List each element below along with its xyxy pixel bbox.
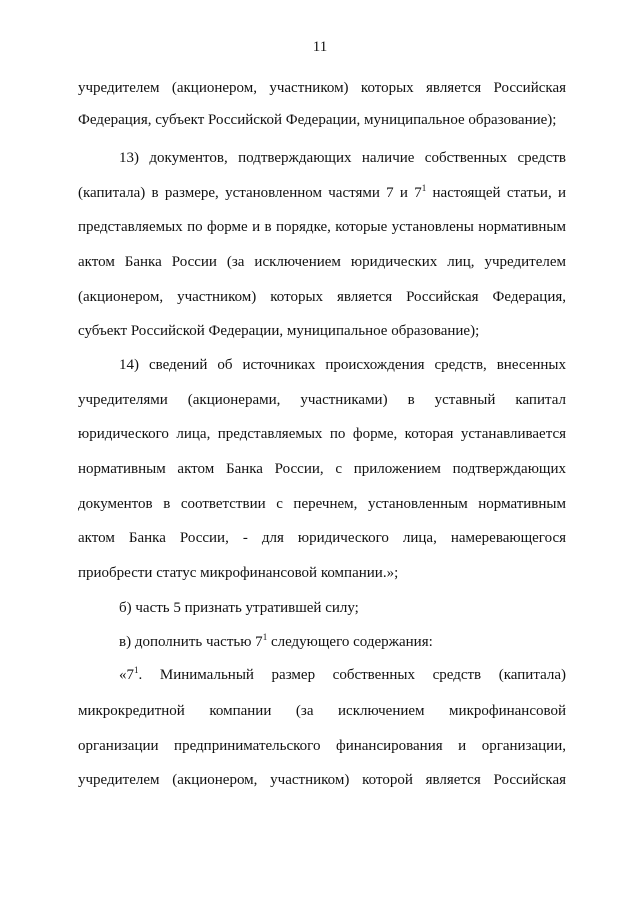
text-line: документов в соответствии с перечнем, установленным нормативным [78, 496, 566, 512]
text-segment: следующего содержания: [270, 634, 433, 650]
text-segment: . Минимальный размер собственных средств (капитала) [138, 667, 566, 683]
text-line: нормативным актом Банка России, с приложением подтверждающих [78, 461, 566, 477]
text-line: (акционером, участником) которых является Российская Федерация, [78, 289, 566, 305]
text-line: актом Банка России, - для юридического лица, намеревающегося [78, 530, 566, 546]
text-line: микрокредитной компании (за исключением микрофинансовой [78, 703, 566, 719]
text-line: субъект Российской Федерации, муниципальное образование); [78, 323, 480, 339]
page-number: 11 [312, 39, 328, 55]
superscript: 1 [262, 632, 268, 642]
text-line [119, 632, 566, 652]
text-line [78, 183, 566, 203]
text-segment: настоящей статьи, и [432, 185, 567, 201]
text-line [119, 665, 566, 685]
text-line: представляемых по форме и в порядке, которые установлены нормативным [78, 219, 566, 235]
text-line: Федерация, субъект Российской Федерации, муниципальное образование); [78, 112, 557, 128]
text-line: организации предпринимательского финансирования и организации, [78, 738, 566, 754]
text-line: б) часть 5 признать утратившей силу; [119, 600, 359, 616]
text-segment: (капитала) в размере, установленном частями 7 и 7 [78, 185, 422, 201]
text-line: учредителем (акционером, участником) которой является Российская [78, 772, 566, 788]
text-line: актом Банка России (за исключением юридических лиц, учредителем [78, 254, 566, 270]
text-line: приобрести статус микрофинансовой компании.»; [78, 565, 399, 581]
text-line: 13) документов, подтверждающих наличие собственных средств [119, 150, 566, 166]
superscript: 1 [134, 665, 139, 675]
text-segment: в) дополнить частью 7 [119, 634, 263, 650]
superscript: 1 [421, 183, 427, 193]
text-line: юридического лица, представляемых по форме, которая устанавливается [78, 426, 566, 442]
text-segment: «7 [119, 667, 134, 683]
text-line: учредителями (акционерами, участниками) в уставный капитал [78, 392, 566, 408]
text-line: 14) сведений об источниках происхождения средств, внесенных [119, 357, 566, 373]
text-line: учредителем (акционером, участником) которых является Российская [78, 80, 566, 96]
